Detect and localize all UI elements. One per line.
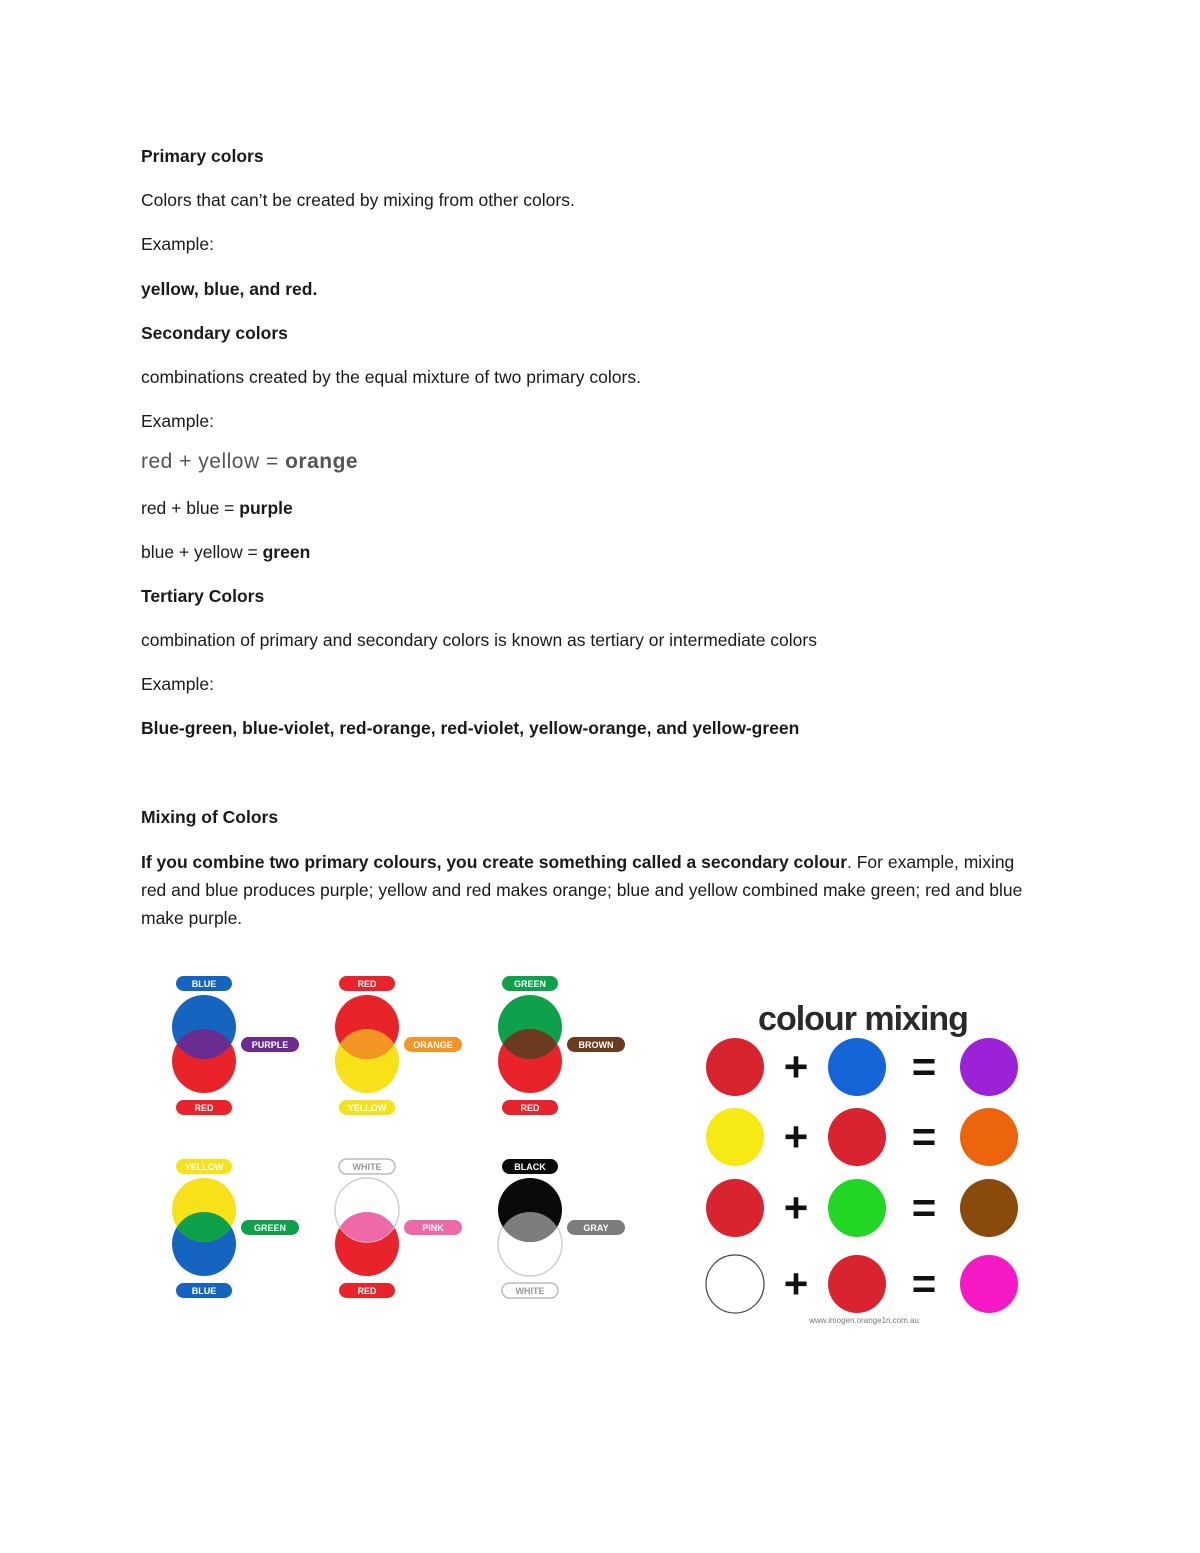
pill-result [404, 1037, 462, 1052]
pill-bottom [502, 1100, 558, 1115]
pill-bottom-text: RED [520, 1103, 540, 1113]
mixing-colors-paragraph [141, 848, 1041, 932]
equation-red-yellow [141, 451, 358, 473]
pill-top-text: YELLOW [184, 1162, 224, 1172]
mix-row-4 [706, 1255, 1018, 1313]
pill-bottom-text: RED [194, 1103, 214, 1113]
mix-row-2 [706, 1108, 1018, 1166]
mix-color-a [706, 1179, 764, 1237]
example-label: Example: [141, 674, 214, 694]
mix-result [960, 1255, 1018, 1313]
chart-title: colour mixing [758, 1000, 968, 1038]
pill-result-text: PINK [422, 1223, 444, 1233]
pill-top [176, 1159, 232, 1174]
venn-group-orange [335, 976, 462, 1115]
pill-bottom [176, 1100, 232, 1115]
venn-mixing-illustration [160, 965, 640, 1310]
equation-blue-yellow [141, 541, 310, 563]
venn-group-brown [498, 976, 625, 1115]
venn-group-green [172, 1159, 299, 1298]
plus-sign: + [783, 1113, 809, 1160]
primary-colors-heading: Primary colors [141, 146, 264, 166]
pill-top [502, 1159, 558, 1174]
pill-result-text: PURPLE [251, 1040, 289, 1050]
pill-result-text: ORANGE [413, 1040, 453, 1050]
equation-result: orange [285, 450, 359, 473]
mix-result [960, 1038, 1018, 1096]
mixing-bold-text: If you combine two primary colours, you create something called a secondary colour [141, 852, 848, 872]
mix-color-a [706, 1108, 764, 1166]
equation-result: purple [239, 498, 293, 518]
equation-result: green [262, 542, 311, 562]
equation-lhs: blue + yellow = [141, 542, 263, 562]
plus-sign: + [783, 1184, 809, 1231]
pill-bottom [339, 1100, 395, 1115]
pill-top-text: WHITE [352, 1162, 382, 1172]
pill-result-text: GREEN [253, 1223, 287, 1233]
primary-colors-definition: Colors that can’t be created by mixing from other colors. [141, 190, 575, 210]
pill-bottom-text: BLUE [191, 1286, 217, 1296]
chart-footer: www.imogen.orange1n.com.au [809, 1316, 919, 1325]
pill-top-text: RED [357, 979, 377, 989]
secondary-colors-definition: combinations created by the equal mixture of two primary colors. [141, 367, 641, 387]
primary-colors-example: yellow, blue, and red. [141, 279, 318, 299]
pill-result-text: BROWN [578, 1040, 614, 1050]
pill-result [241, 1220, 299, 1235]
pill-bottom-text: WHITE [515, 1286, 545, 1296]
mix-color-b [828, 1255, 886, 1313]
pill-bottom-text: YELLOW [347, 1103, 387, 1113]
venn-group-pink [335, 1159, 462, 1298]
mix-result [960, 1179, 1018, 1237]
pill-result-text: GRAY [583, 1223, 609, 1233]
pill-bottom [176, 1283, 232, 1298]
pill-top [339, 1159, 395, 1174]
mix-result [960, 1108, 1018, 1166]
pill-result [241, 1037, 299, 1052]
pill-top [502, 976, 558, 991]
pill-top [176, 976, 232, 991]
plus-sign: + [783, 1260, 809, 1307]
tertiary-colors-heading: Tertiary Colors [141, 586, 265, 606]
mix-row-3 [706, 1179, 1018, 1237]
tertiary-colors-definition: combination of primary and secondary colors is known as tertiary or intermediate colors [141, 630, 817, 650]
mixing-rest-text: . For example, mixing red and blue produces purple; yellow and red makes orange; blue and yellow combined make green; red and blue make purple. [141, 852, 1023, 928]
tertiary-colors-example: Blue-green, blue-violet, red-orange, red-violet, yellow-orange, and yellow-green [141, 718, 800, 738]
mix-color-b [828, 1038, 886, 1096]
mix-color-b [828, 1179, 886, 1237]
equation-red-blue [141, 497, 293, 519]
pill-bottom-text: RED [357, 1286, 377, 1296]
mix-color-a [706, 1038, 764, 1096]
mixing-colors-heading: Mixing of Colors [141, 807, 279, 827]
colour-mixing-chart [678, 990, 1048, 1330]
equals-sign: = [911, 1113, 937, 1160]
equals-sign: = [911, 1260, 937, 1307]
pill-top-text: BLACK [514, 1162, 546, 1172]
pill-result [567, 1037, 625, 1052]
mix-color-a [706, 1255, 764, 1313]
venn-group-gray [498, 1159, 625, 1298]
equation-lhs: red + yellow = [141, 450, 286, 473]
equals-sign: = [911, 1043, 937, 1090]
pill-top-text: GREEN [513, 979, 547, 989]
example-label: Example: [141, 234, 214, 254]
venn-group-purple [172, 976, 299, 1115]
mix-color-b [828, 1108, 886, 1166]
equals-sign: = [911, 1184, 937, 1231]
pill-top-text: BLUE [191, 979, 217, 989]
mix-row-1 [706, 1038, 1018, 1096]
pill-bottom [502, 1283, 558, 1298]
pill-result [567, 1220, 625, 1235]
pill-result [404, 1220, 462, 1235]
pill-bottom [339, 1283, 395, 1298]
pill-top [339, 976, 395, 991]
equation-lhs: red + blue = [141, 498, 240, 518]
plus-sign: + [783, 1043, 809, 1090]
example-label: Example: [141, 411, 214, 431]
secondary-colors-heading: Secondary colors [141, 323, 288, 343]
